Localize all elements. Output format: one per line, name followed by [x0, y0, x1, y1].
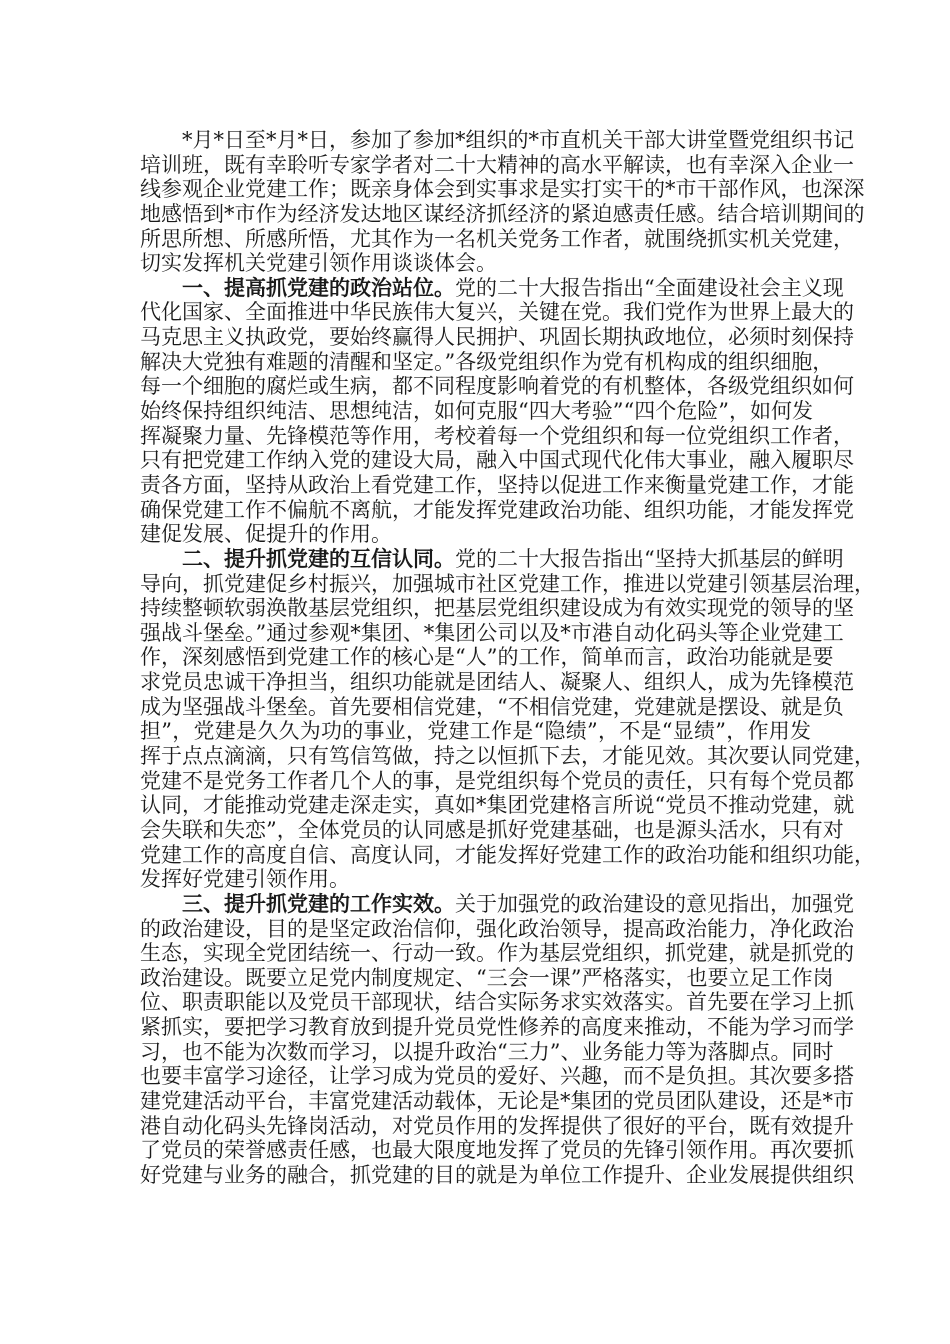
text-line: 位、职责职能以及党员干部现状，结合实际务求实效落实。首先要在学习上抓	[140, 990, 854, 1015]
line-text: 党的二十大报告指出“坚持大抓基层的鲜明	[455, 546, 844, 571]
text-line: 建党建活动平台，丰富党建活动载体，无论是*集团的党员团队建设，还是*市	[140, 1088, 854, 1113]
text-line: 持续整顿软弱涣散基层党组织，把基层党组织建设成为有效实现党的领导的坚	[140, 596, 854, 621]
text-line: 导向，抓党建促乡村振兴，加强城市社区党建工作，推进以党建引领基层治理，	[140, 571, 875, 596]
text-line	[140, 274, 844, 301]
line-text: 关于加强党的政治建设的意见指出，加强党	[455, 891, 854, 916]
text-line: 建促发展、促提升的作用。	[140, 522, 392, 547]
section-heading: 二、提升抓党建的互信认同。	[182, 545, 455, 571]
text-line: 的政治建设，目的是坚定政治信仰，强化政治领导，提高政治能力，净化政治	[140, 916, 854, 941]
text-line	[140, 545, 844, 572]
text-line: 责各方面，坚持从政治上看党建工作，坚持以促进工作来衡量党建工作，才能	[140, 472, 854, 497]
text-line: 地感悟到*市作为经济发达地区谋经济抓经济的紧迫感责任感。结合培训期间的	[140, 201, 865, 226]
text-line: 挥凝聚力量、先锋模范等作用，考校着每一个党组织和每一位党组织工作者，	[140, 423, 854, 448]
text-line: 担”，党建是久久为功的事业，党建工作是“隐绩”，不是“显绩”，作用发	[140, 719, 811, 744]
paragraph	[140, 274, 854, 547]
text-line: 求党员忠诚干净担当，组织功能就是团结人、凝聚人、组织人，成为先锋模范	[140, 670, 854, 695]
text-line: *月*日至*月*日，参加了参加*组织的*市直机关干部大讲堂暨党组织书记	[182, 128, 854, 152]
text-line: 作，深刻感悟到党建工作的核心是“人”的工作，简单而言，政治功能就是要	[140, 645, 834, 670]
text-line: 只有把党建工作纳入党的建设大局，融入中国式现代化伟大事业，融入履职尽	[140, 448, 854, 473]
text-line: 始终保持组织纯洁、思想纯洁，如何克服“四大考验”“四个危险”，如何发	[140, 399, 813, 424]
text-line: 解决大党独有难题的清醒和坚定。”各级党组织作为党有机构成的组织细胞，	[140, 349, 834, 374]
text-line: 马克思主义执政党，要始终赢得人民拥护、巩固长期执政地位，必须时刻保持	[140, 325, 854, 350]
text-line: 成为坚强战斗堡垒。首先要相信党建，“不相信党建，党建就是摆设、就是负	[140, 694, 844, 719]
text-line: 港自动化码头先锋岗活动，对党员作用的发挥提供了很好的平台，既有效提升	[140, 1113, 854, 1138]
text-line: 好党建与业务的融合，抓党建的目的就是为单位工作提升、企业发展提供组织	[140, 1162, 854, 1187]
text-line: 了党员的荣誉感责任感，也最大限度地发挥了党员的先锋引领作用。再次要抓	[140, 1138, 854, 1163]
text-line: 党建工作的高度自信、高度认同，才能发挥好党建工作的政治功能和组织功能，	[140, 842, 875, 867]
text-line: 培训班，既有幸聆听专家学者对二十大精神的高水平解读，也有幸深入企业一	[140, 152, 854, 177]
line-text: 党的二十大报告指出“全面建设社会主义现	[455, 275, 844, 300]
section-heading: 三、提升抓党建的工作实效。	[182, 890, 455, 916]
text-line: 生态，实现全党团结统一、行动一致。作为基层党组织，抓党建，就是抓党的	[140, 941, 854, 966]
text-line: 所思所想、所感所悟，尤其作为一名机关党务工作者，就围绕抓实机关党建，	[140, 226, 854, 251]
text-line	[140, 890, 854, 917]
text-line: 党建不是党务工作者几个人的事，是党组织每个党员的责任，只有每个党员都	[140, 768, 854, 793]
text-line: 切实发挥机关党建引领作用谈谈体会。	[140, 251, 497, 276]
document-body	[140, 128, 875, 1188]
paragraph	[140, 128, 865, 276]
text-line: 确保党建工作不偏航不离航，才能发挥党建政治功能、组织功能，才能发挥党	[140, 497, 854, 522]
text-line: 会失联和失恋”，全体党员的认同感是抓好党建基础，也是源头活水，只有对	[140, 817, 844, 842]
paragraph	[140, 545, 875, 892]
text-line: 认同，才能推动党建走深走实，真如*集团党建格言所说“党员不推动党建，就	[140, 793, 855, 818]
text-line: 每一个细胞的腐烂或生病，都不同程度影响着党的有机整体，各级党组织如何	[140, 374, 854, 399]
text-line: 习，也不能为次数而学习，以提升政治“三力”、业务能力等为落脚点。同时	[140, 1039, 834, 1064]
text-line: 也要丰富学习途径，让学习成为党员的爱好、兴趣，而不是负担。其次要多搭	[140, 1064, 854, 1089]
text-line: 发挥好党建引领作用。	[140, 867, 350, 892]
text-line: 挥于点点滴滴，只有笃信笃做，持之以恒抓下去，才能见效。其次要认同党建，	[140, 744, 875, 769]
text-line: 政治建设。既要立足党内制度规定、“三会一课”严格落实，也要立足工作岗	[140, 965, 834, 990]
text-line: 强战斗堡垒。”通过参观*集团、*集团公司以及*市港自动化码头等企业党建工	[140, 620, 844, 645]
section-heading: 一、提高抓党建的政治站位。	[182, 274, 455, 300]
text-line: 线参观企业党建工作；既亲身体会到实事求是实打实干的*市干部作风，也深深	[140, 177, 865, 202]
paragraph	[140, 890, 854, 1188]
text-line: 代化国家、全面推进中华民族伟大复兴，关键在党。我们党作为世界上最大的	[140, 300, 854, 325]
text-line: 紧抓实，要把学习教育放到提升党员党性修养的高度来推动，不能为学习而学	[140, 1015, 854, 1040]
